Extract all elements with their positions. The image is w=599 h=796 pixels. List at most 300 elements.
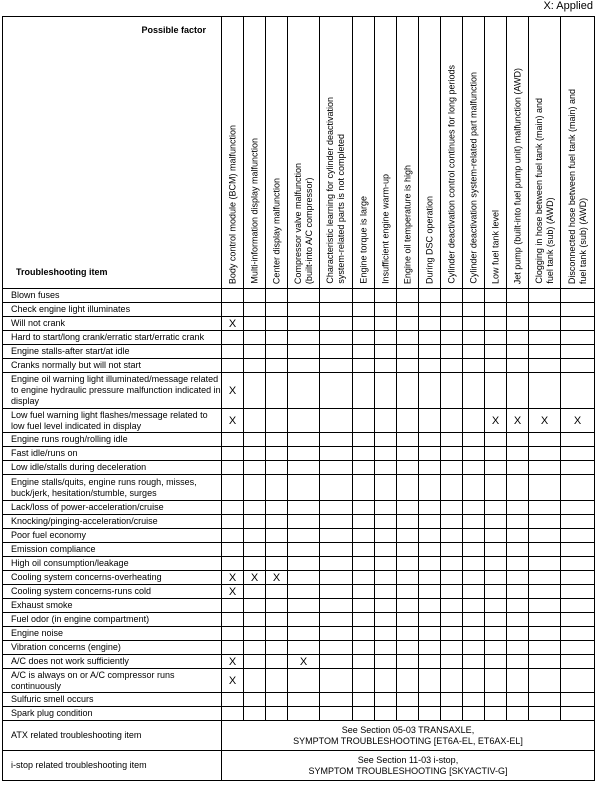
empty-cell bbox=[507, 331, 529, 345]
empty-cell bbox=[375, 331, 397, 345]
empty-cell bbox=[288, 693, 320, 707]
applied-mark: X bbox=[222, 585, 244, 599]
empty-cell bbox=[463, 289, 485, 303]
empty-cell bbox=[529, 641, 561, 655]
empty-cell bbox=[507, 655, 529, 669]
empty-cell bbox=[529, 543, 561, 557]
empty-cell bbox=[222, 627, 244, 641]
empty-cell bbox=[441, 303, 463, 317]
empty-cell bbox=[507, 529, 529, 543]
empty-cell bbox=[397, 599, 419, 613]
empty-cell bbox=[507, 433, 529, 447]
table-row bbox=[3, 641, 595, 655]
troubleshooting-item: Will not crank bbox=[3, 317, 222, 331]
empty-cell bbox=[288, 515, 320, 529]
empty-cell bbox=[397, 359, 419, 373]
empty-cell bbox=[419, 501, 441, 515]
factor-header-15 bbox=[561, 17, 595, 289]
empty-cell bbox=[288, 613, 320, 627]
empty-cell bbox=[288, 543, 320, 557]
empty-cell bbox=[288, 641, 320, 655]
empty-cell bbox=[441, 373, 463, 409]
empty-cell bbox=[419, 303, 441, 317]
empty-cell bbox=[244, 627, 266, 641]
empty-cell bbox=[288, 707, 320, 721]
empty-cell bbox=[397, 613, 419, 627]
empty-cell bbox=[320, 707, 353, 721]
empty-cell bbox=[463, 475, 485, 501]
empty-cell bbox=[507, 693, 529, 707]
empty-cell bbox=[222, 693, 244, 707]
empty-cell bbox=[320, 641, 353, 655]
empty-cell bbox=[353, 409, 375, 433]
empty-cell bbox=[419, 655, 441, 669]
empty-cell bbox=[320, 345, 353, 359]
table-row bbox=[3, 461, 595, 475]
empty-cell bbox=[266, 599, 288, 613]
empty-cell bbox=[288, 529, 320, 543]
empty-cell bbox=[222, 557, 244, 571]
empty-cell bbox=[222, 359, 244, 373]
troubleshooting-item: A/C does not work sufficiently bbox=[3, 655, 222, 669]
factor-header-14 bbox=[529, 17, 561, 289]
empty-cell bbox=[320, 585, 353, 599]
empty-cell bbox=[244, 359, 266, 373]
troubleshooting-item: Engine noise bbox=[3, 627, 222, 641]
factor-header-4 bbox=[288, 17, 320, 289]
empty-cell bbox=[320, 331, 353, 345]
factor-label: Characteristic learning for cylinder deactivation system-related parts is not completed bbox=[325, 97, 346, 284]
empty-cell bbox=[485, 627, 507, 641]
factor-header-8 bbox=[397, 17, 419, 289]
empty-cell bbox=[441, 543, 463, 557]
empty-cell bbox=[507, 303, 529, 317]
empty-cell bbox=[288, 501, 320, 515]
empty-cell bbox=[485, 529, 507, 543]
empty-cell bbox=[441, 613, 463, 627]
empty-cell bbox=[529, 331, 561, 345]
empty-cell bbox=[441, 571, 463, 585]
empty-cell bbox=[463, 409, 485, 433]
troubleshooting-item: Hard to start/long crank/erratic start/erratic crank bbox=[3, 331, 222, 345]
troubleshooting-item: Sulfuric smell occurs bbox=[3, 693, 222, 707]
applied-mark: X bbox=[561, 409, 595, 433]
empty-cell bbox=[463, 501, 485, 515]
empty-cell bbox=[463, 641, 485, 655]
empty-cell bbox=[485, 655, 507, 669]
empty-cell bbox=[463, 669, 485, 693]
empty-cell bbox=[397, 345, 419, 359]
empty-cell bbox=[288, 475, 320, 501]
empty-cell bbox=[288, 317, 320, 331]
empty-cell bbox=[529, 627, 561, 641]
factor-header-1 bbox=[222, 17, 244, 289]
factor-label: Cylinder deactivation control continues for long periods bbox=[446, 65, 456, 284]
empty-cell bbox=[419, 571, 441, 585]
empty-cell bbox=[288, 557, 320, 571]
empty-cell bbox=[419, 557, 441, 571]
factor-label: Engine oil temperature is high bbox=[402, 164, 412, 284]
empty-cell bbox=[441, 641, 463, 655]
empty-cell bbox=[397, 373, 419, 409]
empty-cell bbox=[375, 693, 397, 707]
empty-cell bbox=[266, 433, 288, 447]
empty-cell bbox=[222, 475, 244, 501]
empty-cell bbox=[463, 359, 485, 373]
empty-cell bbox=[485, 289, 507, 303]
empty-cell bbox=[375, 433, 397, 447]
empty-cell bbox=[419, 641, 441, 655]
empty-cell bbox=[266, 289, 288, 303]
empty-cell bbox=[485, 345, 507, 359]
empty-cell bbox=[419, 669, 441, 693]
table-row bbox=[3, 571, 595, 585]
empty-cell bbox=[397, 585, 419, 599]
factor-header-9 bbox=[419, 17, 441, 289]
factor-label: Disconnected hose between fuel tank (main) and fuel tank (sub) (AWD) bbox=[566, 88, 588, 284]
empty-cell bbox=[222, 461, 244, 475]
empty-cell bbox=[375, 707, 397, 721]
empty-cell bbox=[353, 571, 375, 585]
empty-cell bbox=[375, 317, 397, 331]
empty-cell bbox=[529, 289, 561, 303]
section-reference-row bbox=[3, 751, 595, 781]
empty-cell bbox=[320, 599, 353, 613]
empty-cell bbox=[485, 501, 507, 515]
empty-cell bbox=[485, 669, 507, 693]
empty-cell bbox=[463, 373, 485, 409]
empty-cell bbox=[441, 331, 463, 345]
empty-cell bbox=[419, 613, 441, 627]
empty-cell bbox=[397, 557, 419, 571]
empty-cell bbox=[397, 693, 419, 707]
possible-factor-label: Possible factor bbox=[141, 25, 206, 35]
troubleshooting-item: A/C is always on or A/C compressor runs continuously bbox=[3, 669, 222, 693]
empty-cell bbox=[353, 613, 375, 627]
troubleshooting-item: Cooling system concerns-overheating bbox=[3, 571, 222, 585]
empty-cell bbox=[375, 641, 397, 655]
table-row bbox=[3, 529, 595, 543]
empty-cell bbox=[561, 641, 595, 655]
empty-cell bbox=[222, 501, 244, 515]
empty-cell bbox=[441, 317, 463, 331]
empty-cell bbox=[529, 707, 561, 721]
empty-cell bbox=[441, 557, 463, 571]
empty-cell bbox=[529, 461, 561, 475]
empty-cell bbox=[375, 529, 397, 543]
empty-cell bbox=[375, 359, 397, 373]
table-row bbox=[3, 359, 595, 373]
empty-cell bbox=[529, 585, 561, 599]
empty-cell bbox=[529, 693, 561, 707]
empty-cell bbox=[561, 707, 595, 721]
empty-cell bbox=[485, 571, 507, 585]
table-row bbox=[3, 515, 595, 529]
empty-cell bbox=[485, 515, 507, 529]
empty-cell bbox=[266, 303, 288, 317]
table-row bbox=[3, 655, 595, 669]
applied-mark: X bbox=[266, 571, 288, 585]
empty-cell bbox=[529, 373, 561, 409]
empty-cell bbox=[288, 331, 320, 345]
table-row bbox=[3, 613, 595, 627]
empty-cell bbox=[244, 543, 266, 557]
empty-cell bbox=[419, 289, 441, 303]
empty-cell bbox=[222, 613, 244, 627]
empty-cell bbox=[561, 317, 595, 331]
empty-cell bbox=[529, 501, 561, 515]
empty-cell bbox=[441, 529, 463, 543]
empty-cell bbox=[397, 627, 419, 641]
empty-cell bbox=[266, 359, 288, 373]
empty-cell bbox=[441, 289, 463, 303]
empty-cell bbox=[419, 475, 441, 501]
empty-cell bbox=[320, 475, 353, 501]
empty-cell bbox=[375, 669, 397, 693]
empty-cell bbox=[266, 373, 288, 409]
empty-cell bbox=[397, 515, 419, 529]
empty-cell bbox=[561, 303, 595, 317]
applied-mark: X bbox=[222, 571, 244, 585]
empty-cell bbox=[507, 599, 529, 613]
empty-cell bbox=[266, 515, 288, 529]
empty-cell bbox=[266, 627, 288, 641]
empty-cell bbox=[441, 359, 463, 373]
empty-cell bbox=[419, 409, 441, 433]
empty-cell bbox=[353, 345, 375, 359]
troubleshooting-item: Spark plug condition bbox=[3, 707, 222, 721]
empty-cell bbox=[320, 501, 353, 515]
empty-cell bbox=[244, 461, 266, 475]
empty-cell bbox=[288, 447, 320, 461]
empty-cell bbox=[485, 599, 507, 613]
applied-mark: X bbox=[288, 655, 320, 669]
empty-cell bbox=[485, 331, 507, 345]
empty-cell bbox=[441, 345, 463, 359]
empty-cell bbox=[353, 475, 375, 501]
empty-cell bbox=[561, 359, 595, 373]
empty-cell bbox=[353, 543, 375, 557]
empty-cell bbox=[485, 557, 507, 571]
empty-cell bbox=[561, 345, 595, 359]
empty-cell bbox=[419, 317, 441, 331]
empty-cell bbox=[561, 373, 595, 409]
empty-cell bbox=[561, 655, 595, 669]
empty-cell bbox=[353, 515, 375, 529]
empty-cell bbox=[266, 409, 288, 433]
empty-cell bbox=[485, 317, 507, 331]
empty-cell bbox=[375, 627, 397, 641]
empty-cell bbox=[320, 669, 353, 693]
empty-cell bbox=[288, 345, 320, 359]
table-row bbox=[3, 627, 595, 641]
empty-cell bbox=[507, 585, 529, 599]
empty-cell bbox=[507, 289, 529, 303]
corner-cell bbox=[3, 17, 222, 289]
empty-cell bbox=[288, 627, 320, 641]
empty-cell bbox=[320, 359, 353, 373]
empty-cell bbox=[419, 693, 441, 707]
empty-cell bbox=[419, 331, 441, 345]
empty-cell bbox=[485, 693, 507, 707]
empty-cell bbox=[288, 669, 320, 693]
troubleshooting-item-label: Troubleshooting item bbox=[16, 267, 108, 277]
empty-cell bbox=[441, 475, 463, 501]
empty-cell bbox=[441, 501, 463, 515]
empty-cell bbox=[320, 557, 353, 571]
troubleshooting-item: Fuel odor (in engine compartment) bbox=[3, 613, 222, 627]
empty-cell bbox=[288, 359, 320, 373]
empty-cell bbox=[244, 331, 266, 345]
empty-cell bbox=[485, 707, 507, 721]
empty-cell bbox=[397, 475, 419, 501]
empty-cell bbox=[463, 433, 485, 447]
empty-cell bbox=[397, 409, 419, 433]
header-row bbox=[3, 17, 595, 289]
empty-cell bbox=[266, 461, 288, 475]
applied-mark: X bbox=[222, 409, 244, 433]
empty-cell bbox=[244, 707, 266, 721]
empty-cell bbox=[463, 529, 485, 543]
troubleshooting-item: Emission compliance bbox=[3, 543, 222, 557]
empty-cell bbox=[529, 571, 561, 585]
troubleshooting-item: Knocking/pinging-acceleration/cruise bbox=[3, 515, 222, 529]
troubleshooting-item: Engine stalls-after start/at idle bbox=[3, 345, 222, 359]
factor-header-12 bbox=[485, 17, 507, 289]
section-reference-note: See Section 05-03 TRANSAXLE, SYMPTOM TROUBLESHOOTING [ET6A-EL, ET6AX-EL] bbox=[222, 721, 595, 751]
section-reference-note: See Section 11-03 i-stop, SYMPTOM TROUBLESHOOTING [SKYACTIV-G] bbox=[222, 751, 595, 781]
empty-cell bbox=[507, 613, 529, 627]
empty-cell bbox=[375, 303, 397, 317]
section-reference-label: i-stop related troubleshooting item bbox=[3, 751, 222, 781]
empty-cell bbox=[397, 501, 419, 515]
empty-cell bbox=[244, 289, 266, 303]
empty-cell bbox=[441, 585, 463, 599]
empty-cell bbox=[244, 655, 266, 669]
factor-header-10 bbox=[441, 17, 463, 289]
table-row bbox=[3, 345, 595, 359]
troubleshooting-item: Low fuel warning light flashes/message related to low fuel level indicated in display bbox=[3, 409, 222, 433]
empty-cell bbox=[266, 529, 288, 543]
empty-cell bbox=[320, 627, 353, 641]
empty-cell bbox=[529, 557, 561, 571]
empty-cell bbox=[561, 599, 595, 613]
troubleshooting-item: Check engine light illuminates bbox=[3, 303, 222, 317]
empty-cell bbox=[463, 613, 485, 627]
table-row bbox=[3, 303, 595, 317]
empty-cell bbox=[463, 627, 485, 641]
empty-cell bbox=[320, 461, 353, 475]
empty-cell bbox=[441, 461, 463, 475]
empty-cell bbox=[485, 585, 507, 599]
empty-cell bbox=[320, 693, 353, 707]
empty-cell bbox=[222, 345, 244, 359]
empty-cell bbox=[222, 599, 244, 613]
empty-cell bbox=[507, 359, 529, 373]
table-row bbox=[3, 557, 595, 571]
empty-cell bbox=[244, 373, 266, 409]
empty-cell bbox=[529, 599, 561, 613]
empty-cell bbox=[419, 627, 441, 641]
empty-cell bbox=[353, 669, 375, 693]
empty-cell bbox=[397, 317, 419, 331]
empty-cell bbox=[507, 627, 529, 641]
empty-cell bbox=[288, 433, 320, 447]
empty-cell bbox=[353, 433, 375, 447]
empty-cell bbox=[441, 433, 463, 447]
empty-cell bbox=[463, 543, 485, 557]
empty-cell bbox=[397, 543, 419, 557]
troubleshooting-item: Poor fuel economy bbox=[3, 529, 222, 543]
empty-cell bbox=[222, 543, 244, 557]
empty-cell bbox=[507, 475, 529, 501]
empty-cell bbox=[419, 515, 441, 529]
empty-cell bbox=[353, 557, 375, 571]
table-row bbox=[3, 317, 595, 331]
empty-cell bbox=[397, 289, 419, 303]
table-row bbox=[3, 585, 595, 599]
empty-cell bbox=[266, 585, 288, 599]
troubleshooting-item: Fast idle/runs on bbox=[3, 447, 222, 461]
troubleshooting-item: Blown fuses bbox=[3, 289, 222, 303]
factor-header-2 bbox=[244, 17, 266, 289]
empty-cell bbox=[244, 303, 266, 317]
empty-cell bbox=[561, 585, 595, 599]
empty-cell bbox=[288, 571, 320, 585]
empty-cell bbox=[244, 409, 266, 433]
section-reference-row bbox=[3, 721, 595, 751]
empty-cell bbox=[353, 303, 375, 317]
empty-cell bbox=[244, 613, 266, 627]
empty-cell bbox=[441, 409, 463, 433]
empty-cell bbox=[375, 447, 397, 461]
troubleshooting-item: Cooling system concerns-runs cold bbox=[3, 585, 222, 599]
empty-cell bbox=[375, 571, 397, 585]
empty-cell bbox=[561, 331, 595, 345]
empty-cell bbox=[529, 359, 561, 373]
empty-cell bbox=[244, 585, 266, 599]
empty-cell bbox=[375, 501, 397, 515]
empty-cell bbox=[441, 655, 463, 669]
empty-cell bbox=[353, 641, 375, 655]
table-row bbox=[3, 693, 595, 707]
empty-cell bbox=[266, 707, 288, 721]
empty-cell bbox=[485, 461, 507, 475]
empty-cell bbox=[507, 641, 529, 655]
factor-label: Multi-information display malfunction bbox=[249, 138, 259, 284]
empty-cell bbox=[485, 447, 507, 461]
empty-cell bbox=[222, 515, 244, 529]
empty-cell bbox=[244, 557, 266, 571]
table-row bbox=[3, 409, 595, 433]
empty-cell bbox=[266, 475, 288, 501]
empty-cell bbox=[485, 433, 507, 447]
factor-label: Insufficient engine warm-up bbox=[380, 174, 390, 284]
empty-cell bbox=[320, 409, 353, 433]
empty-cell bbox=[419, 433, 441, 447]
empty-cell bbox=[288, 373, 320, 409]
empty-cell bbox=[320, 317, 353, 331]
section-reference-label: ATX related troubleshooting item bbox=[3, 721, 222, 751]
empty-cell bbox=[397, 447, 419, 461]
empty-cell bbox=[507, 501, 529, 515]
table-row bbox=[3, 475, 595, 501]
empty-cell bbox=[320, 303, 353, 317]
troubleshooting-item: Vibration concerns (engine) bbox=[3, 641, 222, 655]
empty-cell bbox=[463, 707, 485, 721]
troubleshooting-item: Engine runs rough/rolling idle bbox=[3, 433, 222, 447]
empty-cell bbox=[507, 707, 529, 721]
